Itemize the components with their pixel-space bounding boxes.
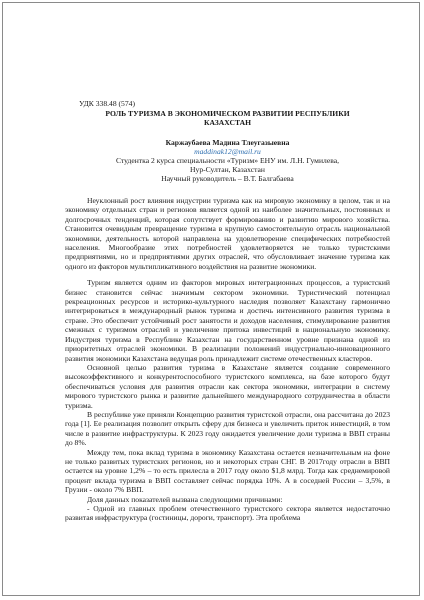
paper-title-line: КАЗАХСТАН [203,118,252,127]
body-text-continued [65,278,390,523]
author-name: Каржаубаева Мадина Тлеугазыевна [165,138,290,147]
paper-title-line: РОЛЬ ТУРИЗМА В ЭКОНОМИЧЕСКОМ РАЗВИТИИ РЕСПУБЛИКИ [105,109,350,118]
author-location: Нур-Султан, Казахстан [190,165,265,174]
paragraph: Основной целью развития туризма в Казахстане является создание современного высокоэффективного и конкурентоспособного туристского комплекса, на базе которого будут обеспечиваться условия для развития отрасли как сектора экономики, интеграции в систему мирового туристского рынка и развитие дальнейшего международного сотрудничества в области туризма. [65,362,390,410]
paragraph: - Одной из главных проблем отечественного туристского сектора является недостаточно развитая инфраструктура (гостиницы, дороги, транспорт). Эта проблема [65,504,390,523]
supervisor: Научный руководитель – В.Т. Балгабаева [161,174,294,183]
body-text [65,196,390,271]
paragraph: Неуклонный рост влияния индустрии туризма как на мировую экономику в целом, так и на экономику отдельных стран и регионов является одной из наиболее значительных, постоянных и долгосрочных тенденций, которая сопутствует формированию и развитию мирового хозяйства. Становится очевидным превращение туризма в крупную самостоятельную отрасль национальной экономики, деятельность которой направлена на удовлетворение специфических потребностей населения. Многообразие этих потребностей удовлетворяется не только туристскими предприятиями, но и предприятиями других отраслей, что обусловливает значение туризма как одного из факторов мультипликативного воздействия на развитие экономики. [65,196,390,271]
udk-code: УДК 338.48 (574) [79,99,135,108]
paper-title [65,109,390,127]
paper-page [65,99,390,523]
document-page-frame [2,2,420,596]
paragraph: В республике уже приняли Концепцию развития туристской отрасли, она рассчитана до 2023 года [1]. Ее реализация позволит открыть сферу для бизнеса и увеличить приток инвестиций, в том числе в развитие инфраструктуры. К 2023 году ожидается увеличение доли туризма в ВВП страны до 8%. [65,409,390,448]
paragraph: Доля данных показателей вызвана следующими причинами: [87,494,283,504]
paragraph: Туризм является одним из факторов мировых интеграционных процессов, а туристский бизнес становится сейчас значимым сектором экономики. Туристический потенциал рекреационных ресурсов и историко-культурного наследия позволяет Казахстану гармонично интегрироваться в международный рынок туризма и достичь интенсивного развития туризма в стране. Это обеспечит устойчивый рост занятости и доходов населения, стимулирование развития смежных с туризмом отраслей и увеличение притока инвестиций в национальную экономику. Индустрия туризма в Республике Казахстан на государственном уровне признана одной из приоритетных отраслей экономики. В реализации положений индустриально-инновационного развития экономики Казахстана ведущая роль принадлежит системе отечественных кластеров. [65,278,390,363]
author-block [65,138,390,183]
author-affiliation: Студентка 2 курса специальности «Туризм» ЕНУ им. Л.Н. Гумилева, [116,156,339,165]
paragraph: Между тем, пока вклад туризма в экономику Казахстана остается незначительным на фоне не только развитых туристских регионов, но и некоторых стран СНГ. В 2017году отрасли в ВВП остается на уровне 1,2% – то есть прилесла в 2017 году около $1,8 млрд. Тогда как среднемировой процент вклада туризма в ВВП составляет сейчас порядка 10%. А в соседней России – 3,5%, в Грузии - около 7% ВВП. [65,447,390,495]
author-email[interactable]: maddinak12@mail.ru [194,147,261,156]
